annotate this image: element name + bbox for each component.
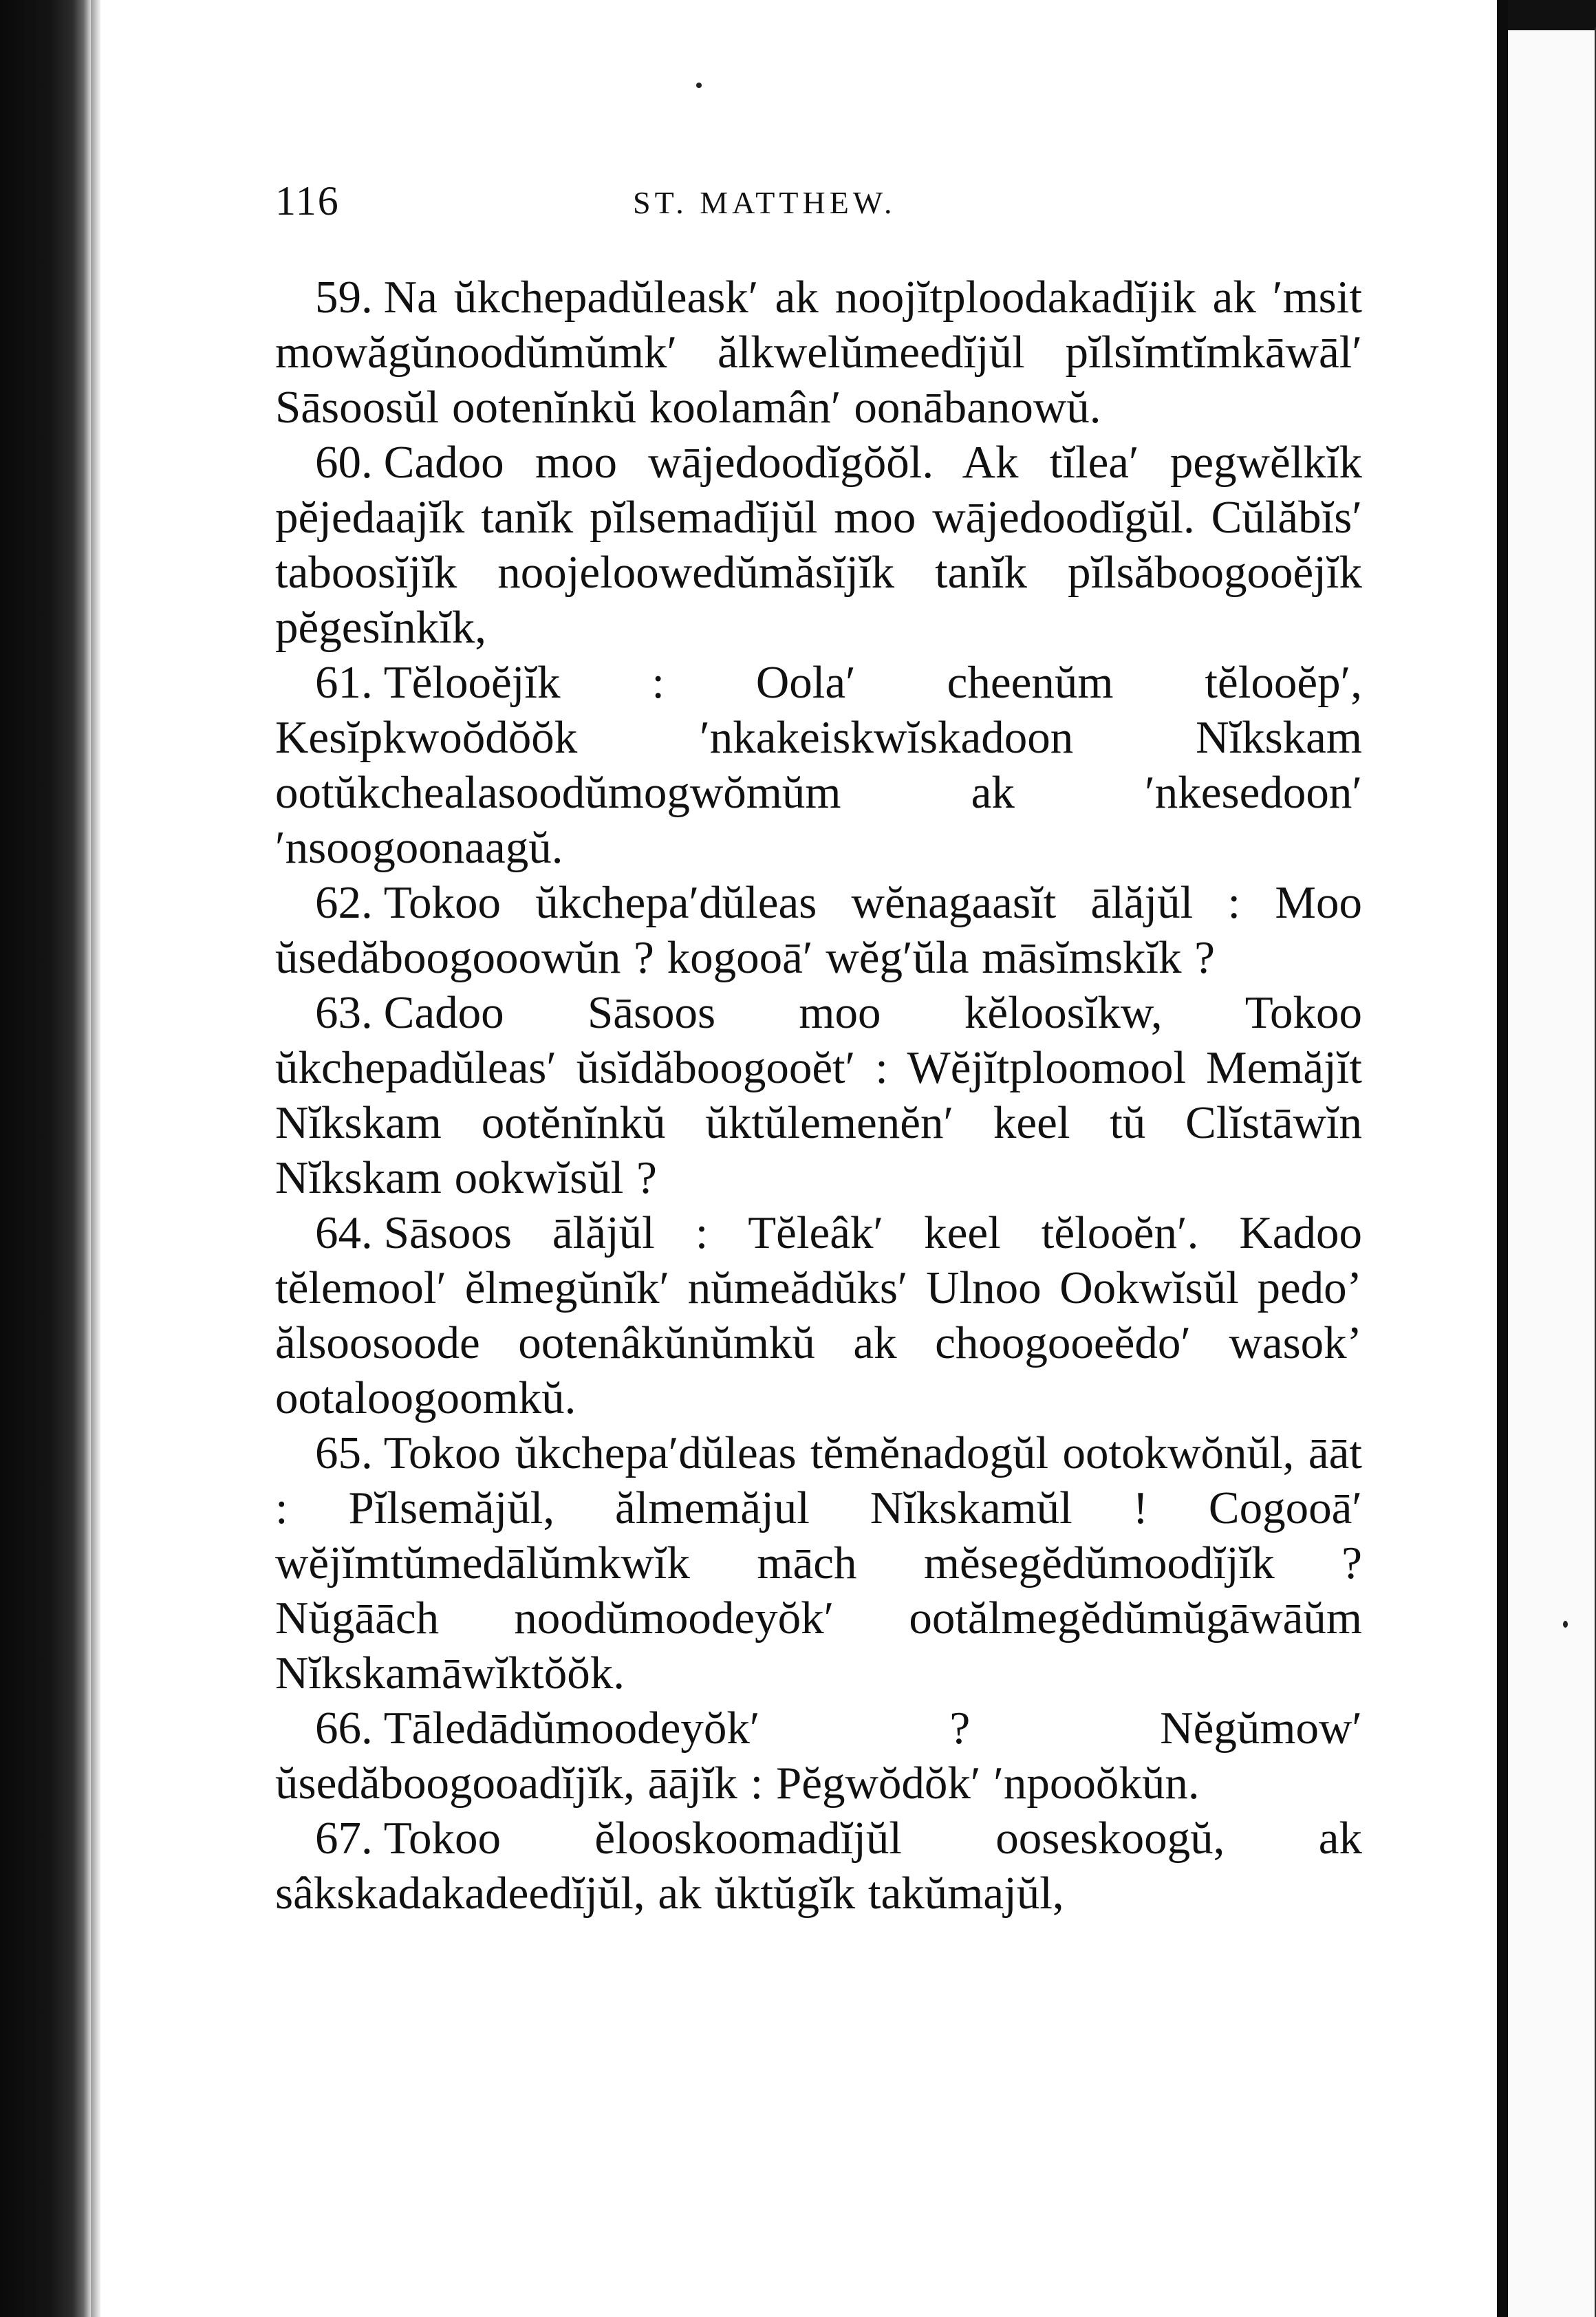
verse-paragraph (275, 1701, 1362, 1811)
verse-text: Cadoo moo wājedoodĭgŏŏl. Ak tĭlea′ pegwĕlkĭk pĕjedaajĭk tanĭk pĭlsemadĭjŭl moo wājedoodĭgŭl. Cŭlăbĭs′ taboosĭjĭk noojeloowedŭmăsĭjĭk tanĭk pĭlsăboogooĕjĭk pĕgesĭnkĭk, (275, 437, 1362, 653)
ink-speck (696, 83, 702, 88)
verse-number: 63. (315, 987, 373, 1038)
verse-paragraph (275, 1205, 1362, 1425)
verse-paragraph (275, 1811, 1362, 1921)
running-header (275, 177, 1362, 233)
verse-number: 65. (315, 1427, 373, 1478)
verse-text: Tokoo ŭkchepa′dŭleas wĕnagaasĭt ālăjŭl : Moo ŭsedăboogooowŭn ? kogooā′ wĕg′ŭla māsĭmskĭk ? (275, 877, 1362, 983)
right-page-edge (1497, 0, 1508, 2317)
verse-number: 60. (315, 437, 373, 488)
verse-text: Cadoo Sāsoos moo kĕloosĭkw, Tokoo ŭkchepadŭleas′ ŭsĭdăboogooĕt′ : Wĕjĭtploomool Memăjĭt Nĭkskam ootĕnĭnkŭ ŭktŭlemenĕn′ keel tŭ Clĭstāwĭn Nĭkskam ookwĭsŭl ? (275, 987, 1362, 1203)
verse-paragraph (275, 1425, 1362, 1701)
page-number: 116 (275, 178, 340, 224)
verse-number: 61. (315, 657, 373, 708)
verse-number: 62. (315, 877, 373, 928)
verse-number: 59. (315, 272, 373, 323)
verse-text: Tĕlooĕjĭk : Oola′ cheenŭm tĕlooĕp′, Kesĭpkwoŏdŏŏk ′nkakeiskwĭskadoon Nĭkskam ootŭkchealasoodŭmogwŏmŭm ak ′nkesedoon′ ′nsoogoonaagŭ. (275, 657, 1362, 873)
verse-number: 66. (315, 1703, 373, 1754)
verse-paragraph (275, 875, 1362, 985)
verse-number: 64. (315, 1207, 373, 1258)
verse-text: Tāledādŭmoodeyŏk′ ? Nĕgŭmow′ ŭsedăboogooadĭjĭk, āājĭk : Pĕgwŏdŏk′ ′npooŏkŭn. (275, 1703, 1362, 1809)
verse-paragraph (275, 435, 1362, 655)
verse-number: 67. (315, 1813, 373, 1864)
verse-text: Tokoo ĕlooskoomadĭjŭl ooseskoogŭ, ak sâkskadakadeedĭjŭl, ak ŭktŭgĭk takŭmajŭl, (275, 1813, 1362, 1919)
left-binding-edge (0, 0, 91, 2317)
adjacent-page-top-shadow (1508, 0, 1596, 30)
adjacent-page-strip (1508, 0, 1596, 2317)
left-gutter-shadow (91, 0, 100, 2317)
verse-paragraph (275, 985, 1362, 1205)
ink-speck (1563, 1621, 1568, 1628)
verse-text: Sāsoos ālăjŭl : Tĕleâk′ keel tĕlooĕn′. Kadoo tĕlemool′ ĕlmegŭnĭk′ nŭmeădŭks′ Ulnoo Ookwĭsŭl pedo’ ălsoosoode ootenâkŭnŭmkŭ ak choogooeĕdo′ wasok’ ootaloogoomkŭ. (275, 1207, 1362, 1423)
verse-paragraph (275, 655, 1362, 875)
verse-paragraph (275, 270, 1362, 435)
verse-text: Tokoo ŭkchepa′dŭleas tĕmĕnadogŭl ootokwŏnŭl, āāt : Pĭlsemăjŭl, ălmemăjul Nĭkskamŭl ! Cogooā′ wĕjĭmtŭmedālŭmkwĭk māch mĕsegĕdŭmoodĭjĭk ? Nŭgāāch noodŭmoodeyŏk′ ootălmegĕdŭmŭgāwāŭm Nĭkskamāwĭktŏŏk. (275, 1427, 1362, 1699)
verse-text-block (275, 270, 1362, 1921)
running-head-title: ST. MATTHEW. (633, 185, 896, 220)
verse-text: Na ŭkchepadŭleask′ ak noojĭtploodakadĭjik ak ′msit mowăgŭnoodŭmŭmk′ ălkwelŭmeedĭjŭl pĭlsĭmtĭmkāwāl′ Sāsoosŭl ootenĭnkŭ koolamân′ oonābanowŭ. (275, 272, 1362, 433)
